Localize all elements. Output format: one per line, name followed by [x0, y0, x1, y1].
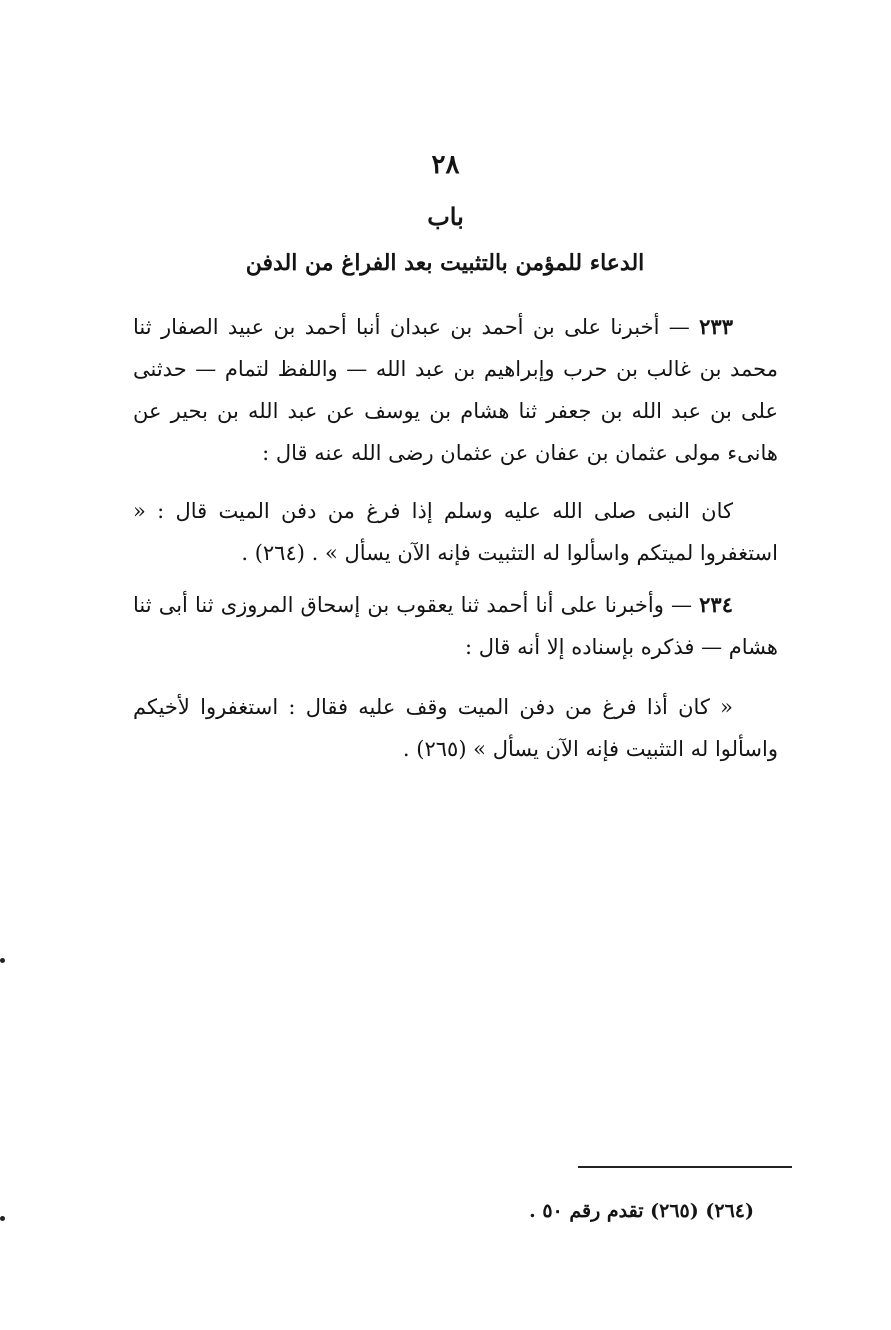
- scan-speck: [0, 1216, 5, 1221]
- hadith-paragraph: [133, 686, 778, 770]
- hadith-number: ٢٣٣: [699, 314, 733, 339]
- hadith-paragraph: [133, 584, 778, 668]
- chapter-heading: باب: [427, 202, 464, 231]
- scan-speck: [0, 958, 5, 963]
- chapter-number: ٢٨: [431, 150, 460, 180]
- hadith-text: « كان أذا فرغ من دفن الميت وقف عليه فقال : استغفروا لأخيكم واسألوا له التثبيت فإنه الآن يسأل » (٢٦٥) .: [133, 695, 778, 761]
- hadith-text: — أخبرنا على بن أحمد بن عبدان أنبا أحمد بن عبيد الصفار ثنا محمد بن غالب بن حرب وإبراهيم بن عبد الله — واللفظ لتمام — حدثنى على بن عبد الله بن جعفر ثنا هشام بن يوسف عن عبد الله بن بحير عن هانىء مولى عثمان بن عفان عن عثمان رضى الله عنه قال :: [133, 315, 778, 465]
- footnote-divider: [578, 1166, 792, 1168]
- hadith-paragraph: [133, 490, 778, 574]
- chapter-title: الدعاء للمؤمن بالتثبيت بعد الفراغ من الدفن: [245, 250, 645, 276]
- hadith-number: ٢٣٤: [699, 592, 733, 617]
- hadith-paragraph: [133, 306, 778, 474]
- hadith-text: كان النبى صلى الله عليه وسلم إذا فرغ من دفن الميت قال : « استغفروا لميتكم واسألوا له التثبيت فإنه الآن يسأل » . (٢٦٤) .: [133, 499, 778, 565]
- footnote: (٢٦٤) (٢٦٥) تقدم رقم ٥٠ .: [529, 1200, 754, 1222]
- hadith-text: — وأخبرنا على أنا أحمد ثنا يعقوب بن إسحاق المروزى ثنا أبى ثنا هشام — فذكره بإسناده إلا أنه قال :: [133, 593, 778, 659]
